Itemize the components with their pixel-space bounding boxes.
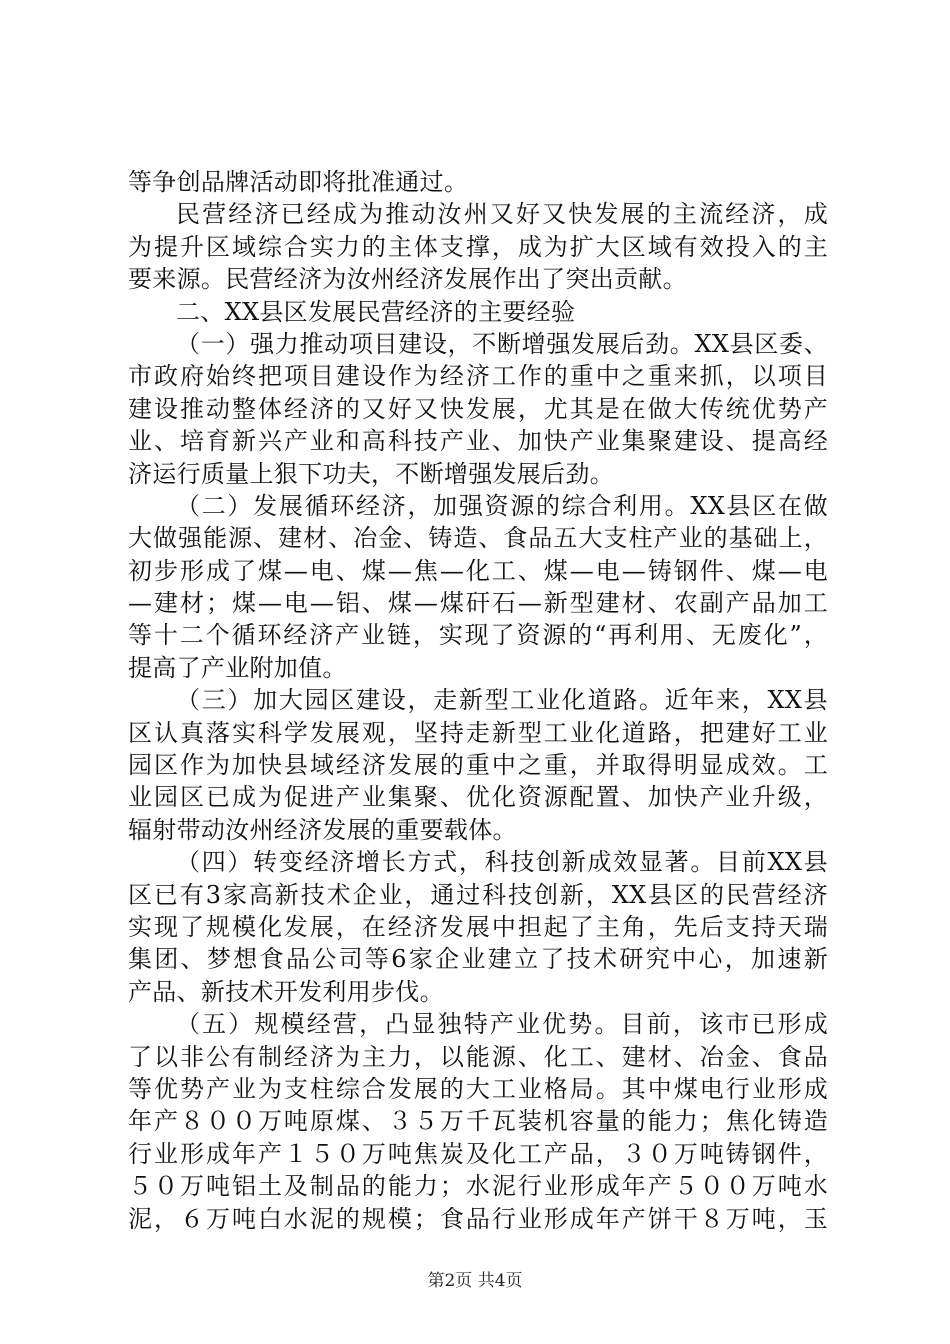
text-line: 初步形成了煤—电、煤—焦—化工、煤—电—铸钢件、煤—电	[128, 556, 828, 585]
text-line: 济运行质量上狠下功夫，不断增强发展后劲。	[128, 459, 614, 488]
text-line: 市政府始终把项目建设作为经济工作的重中之重来抓，以项目	[128, 362, 828, 391]
text-line: 园区作为加快县域经济发展的重中之重，并取得明显成效。工	[128, 751, 828, 780]
text-line: 年产８００万吨原煤、３５万千瓦装机容量的能力；焦化铸造	[128, 1107, 828, 1136]
document-body	[128, 166, 828, 1235]
page-number-footer: 第2页 共4页	[427, 1271, 523, 1291]
section-heading: 二、XX县区发展民营经济的主要经验	[176, 297, 576, 326]
text-line: —建材；煤—电—铝、煤—煤矸石—新型建材、农副产品加工	[128, 589, 828, 618]
text-line: （一）强力推动项目建设，不断增强发展后劲。XX县区委、	[176, 329, 828, 358]
text-line: 要来源。民营经济为汝州经济发展作出了突出贡献。	[128, 265, 687, 294]
text-line: 辐射带动汝州经济发展的重要载体。	[128, 815, 517, 844]
text-line: ５０万吨铝土及制品的能力；水泥行业形成年产５００万吨水	[128, 1172, 828, 1201]
text-line: 集团、梦想食品公司等6家企业建立了技术研究中心，加速新	[128, 945, 828, 974]
text-line: （四）转变经济增长方式，科技创新成效显著。目前XX县	[176, 848, 828, 877]
text-line: （二）发展循环经济，加强资源的综合利用。XX县区在做	[176, 491, 828, 520]
text-line: 区认真落实科学发展观，坚持走新型工业化道路，把建好工业	[128, 718, 828, 747]
text-line: 业园区已成为促进产业集聚、优化资源配置、加快产业升级，	[128, 783, 828, 812]
text-line: 为提升区域综合实力的主体支撑，成为扩大区域有效投入的主	[128, 232, 828, 261]
text-line: 大做强能源、建材、冶金、铸造、食品五大支柱产业的基础上，	[128, 524, 828, 553]
text-line: 区已有3家高新技术企业，通过科技创新，XX县区的民营经济	[128, 880, 828, 909]
text-line: 等争创品牌活动即将批准通过。	[128, 168, 469, 196]
text-line: 了以非公有制经济为主力，以能源、化工、建材、冶金、食品	[128, 1042, 828, 1071]
text-line: 提高了产业附加值。	[128, 653, 347, 682]
text-line: 等十二个循环经济产业链，实现了资源的“再利用、无废化”，	[128, 621, 828, 650]
text-line: （五）规模经营，凸显独特产业优势。目前，该市已形成	[176, 1010, 828, 1039]
text-line: 民营经济已经成为推动汝州又好又快发展的主流经济，成	[176, 200, 828, 229]
text-line: 等优势产业为支柱综合发展的大工业格局。其中煤电行业形成	[128, 1074, 828, 1103]
text-line: 实现了规模化发展，在经济发展中担起了主角，先后支持天瑞	[128, 912, 828, 941]
text-line: 产品、新技术开发利用步伐。	[128, 977, 444, 1006]
text-line: 建设推动整体经济的又好又快发展，尤其是在做大传统优势产	[128, 394, 828, 423]
text-line: 泥，６万吨白水泥的规模；食品行业形成年产饼干８万吨，玉	[128, 1204, 828, 1233]
text-line: （三）加大园区建设，走新型工业化道路。近年来，XX县	[176, 686, 828, 715]
text-line: 行业形成年产１５０万吨焦炭及化工产品，３０万吨铸钢件，	[128, 1139, 828, 1168]
text-line: 业、培育新兴产业和高科技产业、加快产业集聚建设、提高经	[128, 427, 828, 456]
